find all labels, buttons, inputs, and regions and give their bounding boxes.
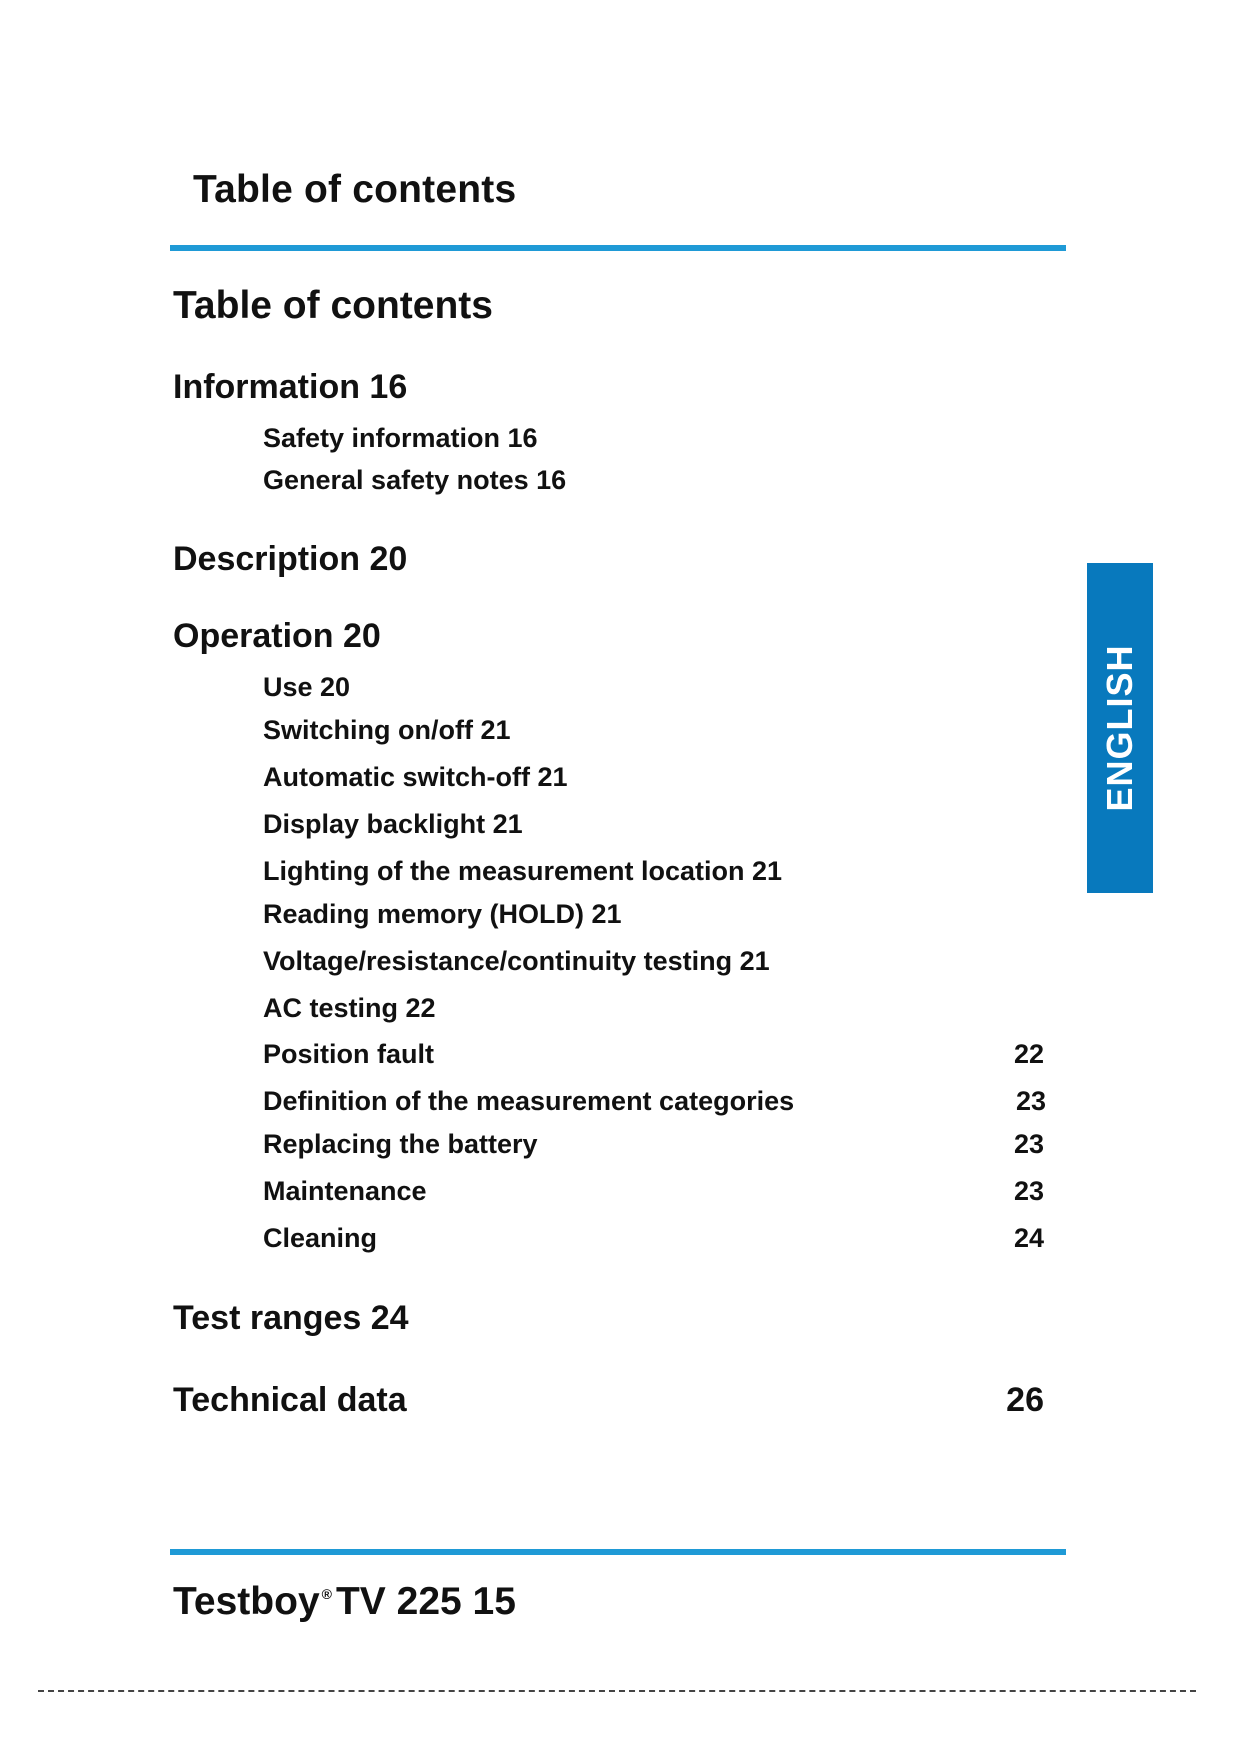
toc-item-replacing-battery[interactable]: Replacing the battery	[263, 1129, 538, 1159]
toc-item-position-fault[interactable]: Position fault	[263, 1039, 434, 1069]
toc-item-voltage-resistance-continuity[interactable]: Voltage/resistance/continuity testing 21	[263, 946, 770, 976]
toc-page-cleaning: 24	[1013, 1223, 1044, 1253]
page-header-title: Table of contents	[193, 168, 517, 211]
header-divider	[170, 245, 1066, 251]
toc-item-general-safety-notes[interactable]: General safety notes 16	[263, 465, 567, 495]
toc-item-cleaning[interactable]: Cleaning	[263, 1223, 378, 1253]
toc-item-safety-information[interactable]: Safety information 16	[263, 423, 538, 453]
footer-brand: Testboy	[173, 1580, 320, 1623]
toc-page-position-fault: 22	[1013, 1039, 1044, 1069]
footer-divider	[170, 1549, 1066, 1555]
toc-page-technical-data: 26	[1006, 1381, 1044, 1419]
toc-item-lighting-measurement-location[interactable]: Lighting of the measurement location 21	[263, 856, 783, 886]
footer-model-page: TV 225 15	[335, 1580, 516, 1623]
toc-item-definition-measurement-categories[interactable]: Definition of the measurement categories	[263, 1086, 795, 1116]
language-label: ENGLISH	[1099, 644, 1140, 812]
toc-section-operation[interactable]: Operation 20	[173, 617, 381, 655]
toc-section-technical-data[interactable]: Technical data	[173, 1381, 407, 1419]
toc-item-ac-testing[interactable]: AC testing 22	[263, 993, 436, 1023]
toc-item-automatic-switch-off[interactable]: Automatic switch-off 21	[263, 762, 568, 792]
toc-page-definition-measurement-categories: 23	[1015, 1086, 1046, 1116]
toc-title: Table of contents	[173, 284, 493, 327]
page-bottom-edge-line	[38, 1690, 1196, 1692]
toc-item-reading-memory-hold[interactable]: Reading memory (HOLD) 21	[263, 899, 622, 929]
toc-section-information[interactable]: Information 16	[173, 368, 408, 406]
toc-page-maintenance: 23	[1013, 1176, 1044, 1206]
toc-item-maintenance[interactable]: Maintenance	[263, 1176, 427, 1206]
toc-page-replacing-battery: 23	[1013, 1129, 1044, 1159]
toc-section-test-ranges[interactable]: Test ranges 24	[173, 1299, 409, 1337]
toc-item-switching-on-off[interactable]: Switching on/off 21	[263, 715, 511, 745]
language-side-tab	[1087, 563, 1153, 893]
toc-item-use[interactable]: Use 20	[263, 672, 351, 702]
toc-section-description[interactable]: Description 20	[173, 540, 408, 578]
footer-product	[173, 1580, 516, 1624]
toc-item-display-backlight[interactable]: Display backlight 21	[263, 809, 523, 839]
registered-mark: ®	[321, 1586, 332, 1602]
